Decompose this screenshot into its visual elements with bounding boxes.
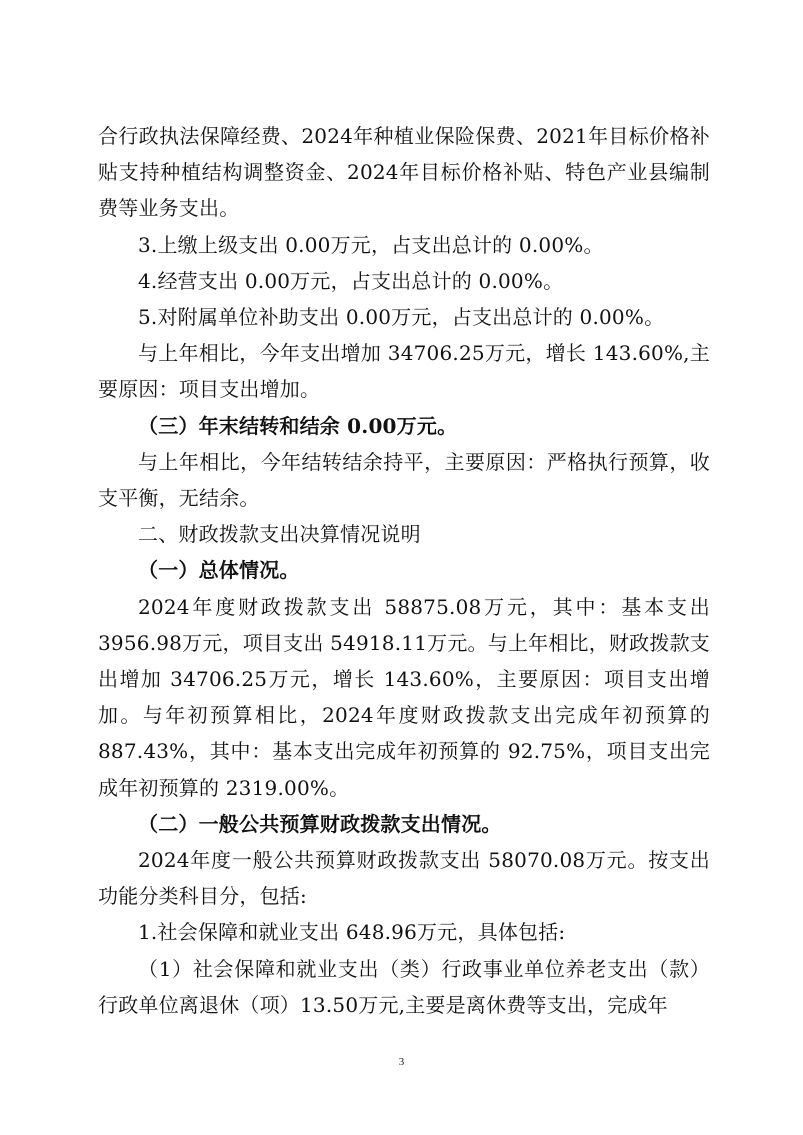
paragraph-7: 与上年相比，今年结转结余持平，主要原因：严格执行预算，收支平衡，无结余。 (98, 449, 710, 511)
paragraph-10: 2024年度财政拨款支出 58875.08万元，其中：基本支出 3956.98万元，项目支出 54918.11万元。与上年相比，财政拨款支出增加 34706.25万元，增长 143.60%，主要原因：项目支出增加。与年初预算相比，2024年度财政拨款支出完成年初预算的 887.43%，其中：基本支出完成年初预算的 92.75%，项目支出完成年初预算的 2319.00%。 (98, 594, 710, 800)
body-text (98, 118, 710, 1023)
chapter-heading-fiscal-expenditure: 二、财政拨款支出决算情况说明 (138, 522, 421, 547)
section-heading-general-budget: （二）一般公共预算财政拨款支出情况。 (138, 811, 502, 836)
paragraph-4: 5.对附属单位补助支出 0.00万元，占支出总计的 0.00%。 (138, 305, 665, 330)
paragraph-13: 1.社会保障和就业支出 648.96万元，具体包括: (138, 920, 566, 945)
section-heading-carryover: （三）年末结转和结余 0.00万元。 (138, 413, 458, 438)
page-number: 3 (398, 1056, 405, 1068)
paragraph-14: （1）社会保障和就业支出（类）行政事业单位养老支出（款）行政单位离退休（项）13.50万元,主要是离休费等支出，完成年 (98, 956, 710, 1017)
paragraph-2: 3.上缴上级支出 0.00万元，占支出总计的 0.00%。 (138, 232, 604, 257)
section-heading-overall: （一）总体情况。 (138, 558, 300, 583)
paragraph-1: 合行政执法保障经费、2024年种植业保险保费、2021年目标价格补贴支持种植结构调整资金、2024年目标价格补贴、特色产业县编制费等业务支出。 (98, 124, 710, 221)
paragraph-12: 2024年度一般公共预算财政拨款支出 58070.08万元。按支出功能分类科目分，包括: (98, 848, 710, 909)
paragraph-5: 与上年相比，今年支出增加 34706.25万元，增长 143.60%,主要原因：项目支出增加。 (98, 341, 710, 402)
paragraph-3: 4.经营支出 0.00万元，占支出总计的 0.00%。 (138, 268, 564, 293)
